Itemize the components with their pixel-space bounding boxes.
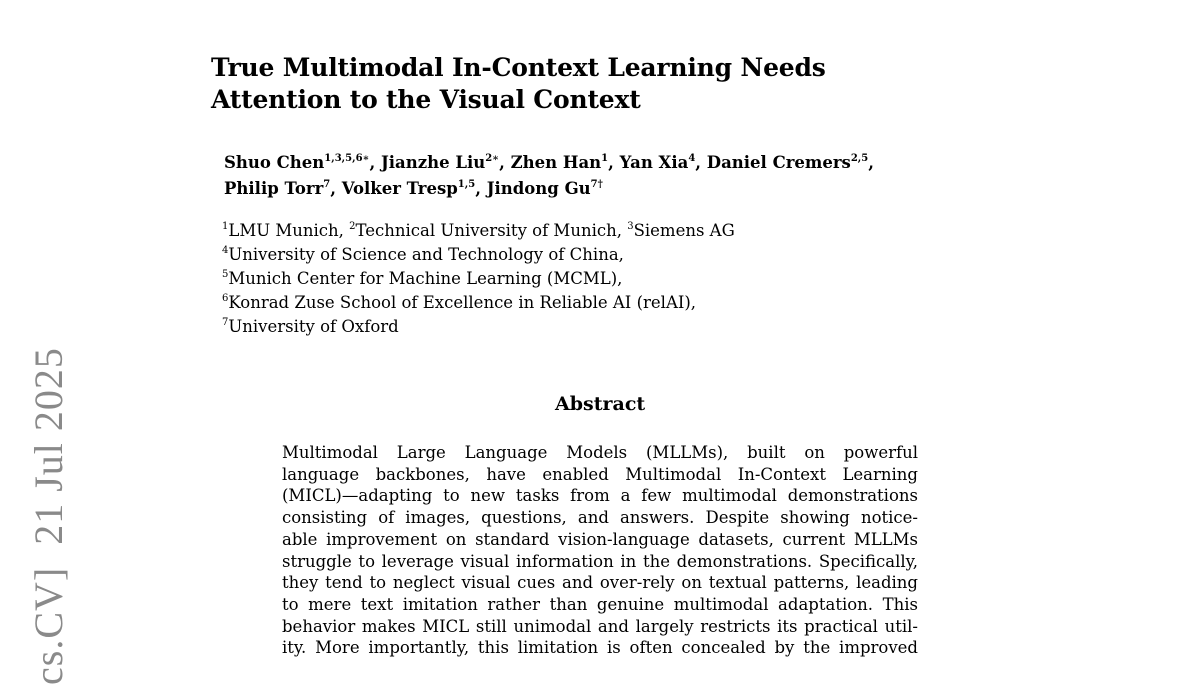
author-name: Yan Xia: [619, 153, 689, 172]
author-name: Zhen Han: [510, 153, 602, 172]
abstract-line: struggle to leverage visual information in the demonstrations. Specifically,: [282, 551, 918, 571]
author-list: [224, 150, 944, 202]
author-line: Shuo Chen$^{1,3,5,6∗}$, Jianzhe Liu$^{2∗}$, Zhen Han$^1$, Yan Xia$^4$, Daniel Cremers$^{2,5}$,: [224, 153, 874, 172]
author-name: Shuo Chen: [224, 153, 325, 172]
author-name: Jindong Gu: [486, 179, 591, 198]
affiliation-list: [222, 219, 942, 339]
affiliation-line: $^6$Konrad Zuse School of Excellence in Reliable AI (relAI),: [222, 293, 697, 312]
affiliation-line: $^1$LMU Munich, $^2$Technical University of Munich, $^3$Siemens AG: [222, 221, 735, 240]
abstract-line: Multimodal Large Language Models (MLLMs), built on powerful: [282, 443, 918, 462]
arxiv-category: cs.CV]: [26, 566, 71, 685]
author-name: Volker Tresp: [341, 179, 458, 198]
abstract-heading: Abstract: [555, 393, 646, 415]
author-affil-sup: 7†: [590, 179, 603, 190]
author-name: Philip Torr: [224, 179, 324, 198]
abstract-line: able improvement on standard vision-language datasets, current MLLMs: [282, 529, 918, 549]
author-name: Jianzhe Liu: [380, 153, 486, 172]
author-affil-sup: 2∗: [485, 153, 500, 164]
title-line: True Multimodal In-Context Learning Needs: [211, 53, 826, 82]
affiliation-line: $^4$University of Science and Technology of China,: [222, 245, 624, 264]
abstract-body: [282, 442, 918, 659]
abstract-line: to mere text imitation rather than genuine multimodal adaptation. This: [282, 594, 918, 614]
abstract-line: behavior makes MICL still unimodal and largely restricts its practical util-: [282, 616, 918, 636]
author-line: Philip Torr$^7$, Volker Tresp$^{1,5}$, Jindong $Gu^{7\dagger}$: [224, 179, 603, 198]
abstract-line: language backbones, have enabled Multimodal In-Context Learning: [282, 464, 918, 484]
arxiv-date: 21 Jul 2025: [26, 347, 71, 545]
author-affil-sup: 1: [601, 153, 609, 164]
affiliation-line: $^5$Munich Center for Machine Learning (MCML),: [222, 269, 623, 288]
paper-title: [211, 52, 911, 116]
abstract-line: (MICL)—adapting to new tasks from a few multimodal demonstrations: [282, 486, 918, 506]
abstract-line: consisting of images, questions, and answers. Despite showing notice-: [282, 508, 918, 528]
author-affil-sup: 7: [323, 179, 331, 190]
author-affil-sup: 2,5: [850, 153, 869, 164]
arxiv-side-stamp: [25, 325, 75, 685]
abstract-line: they tend to neglect visual cues and over-rely on textual patterns, leading: [282, 573, 918, 593]
author-affil-sup: 1,3,5,6∗: [324, 153, 370, 164]
author-name: Daniel Cremers: [706, 153, 851, 172]
author-affil-sup: 1,5: [457, 179, 476, 190]
abstract-line: ity. More importantly, this limitation is often concealed by the improved: [282, 638, 918, 658]
title-line: Attention to the Visual Context: [211, 85, 641, 114]
affiliation-line: $^7$University of Oxford: [222, 317, 399, 336]
author-affil-sup: 4: [688, 153, 696, 164]
